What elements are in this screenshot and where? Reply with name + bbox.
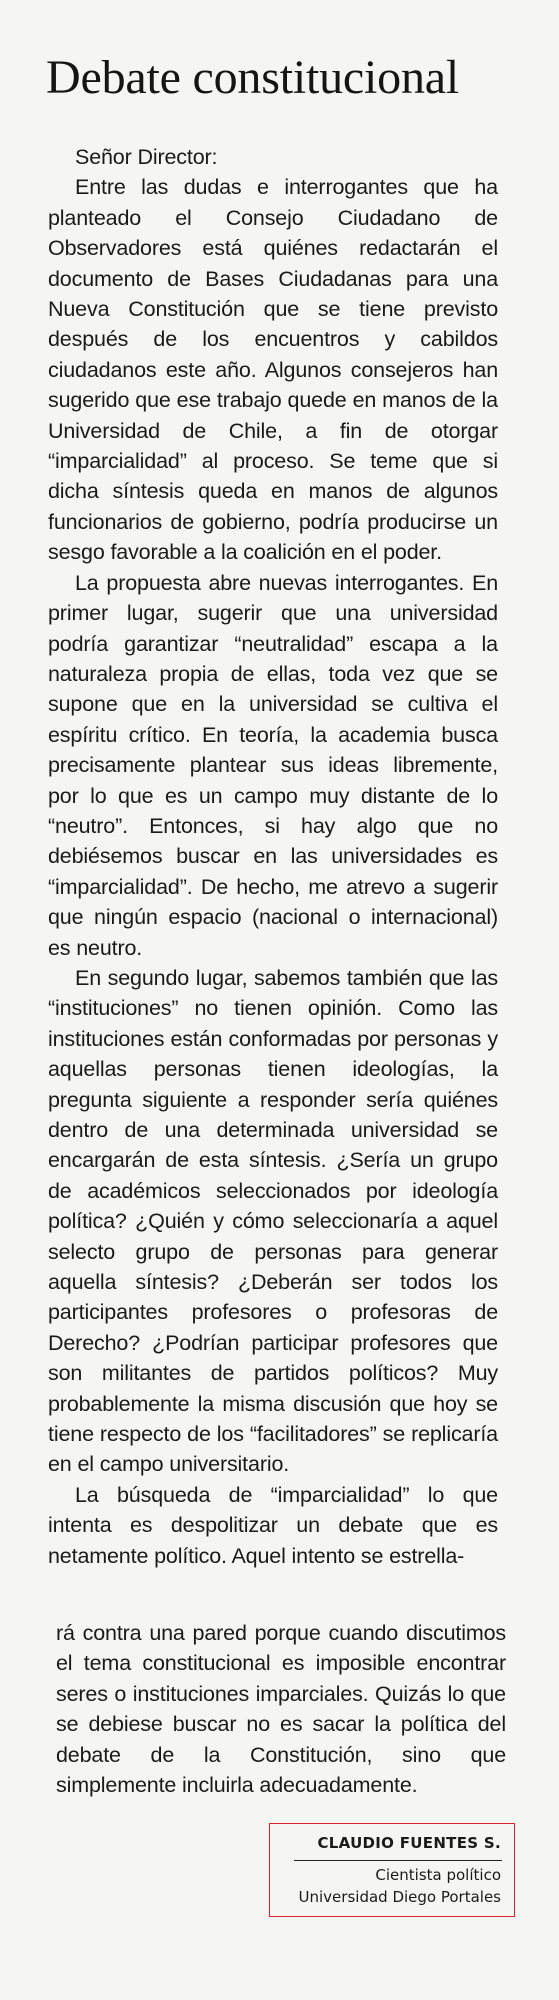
- body-paragraph: Entre las dudas e interrogantes que ha planteado el Consejo Ciudadano de Observadores está quiénes redactarán el documento de Bases Ciudadanas para una Nueva Constitución que se tiene previsto después de los encuentros y cabildos ciudadanos este año. Algunos consejeros han sugerido que ese trabajo quede en manos de la Universidad de Chile, a fin de otorgar “imparcialidad” al proceso. Se teme que si dicha síntesis queda en manos de algunos funcionarios de gobierno, podría producirse un sesgo favorable a la coalición en el poder.: [48, 175, 498, 565]
- signature-block: [269, 1823, 515, 1917]
- letter-title: Debate constitucional: [46, 51, 459, 104]
- author-role: Cientista político: [375, 1866, 501, 1884]
- author-affiliation: Universidad Diego Portales: [298, 1888, 501, 1906]
- body-paragraph: La propuesta abre nuevas interrogantes. En primer lugar, sugerir que una universidad podría garantizar “neutralidad” escapa a la naturaleza propia de ellas, toda vez que se supone que en la universidad se cultiva el espíritu crítico. En teoría, la academia busca precisamente plantear sus ideas libremente, por lo que es un campo muy distante de lo “neutro”. Entonces, si hay algo que no debiésemos buscar en las universidades es “imparcialidad”. De hecho, me atrevo a sugerir que ningún espacio (nacional o internacional) es neutro.: [48, 570, 498, 960]
- letter-body-bottom: [56, 1618, 506, 1800]
- body-paragraph: La búsqueda de “imparcialidad” lo que intenta es despolitizar un debate que es netamente político. Aquel intento se estrella-: [48, 1482, 498, 1568]
- salutation: Señor Director:: [75, 145, 218, 169]
- author-name: CLAUDIO FUENTES S.: [317, 1834, 501, 1852]
- letter-body-top: [48, 142, 498, 1571]
- body-paragraph: En segundo lugar, sabemos también que las “instituciones” no tienen opinión. Como las instituciones están conformadas por personas y aquellas personas tienen ideologías, la pregunta siguiente a responder sería quiénes dentro de una determinada universidad se encargarán de esta síntesis. ¿Sería un grupo de académicos seleccionados por ideología política? ¿Quién y cómo seleccionaría a aquel selecto grupo de personas para generar aquella síntesis? ¿Deberán ser todos los participantes profesores o profesoras de Derecho? ¿Podrían participar profesores que son militantes de partidos políticos? Muy probablemente la misma discusión que hoy se tiene respecto de los “facilitadores” se replicaría en el campo universitario.: [48, 965, 498, 1477]
- signature-divider: [294, 1860, 502, 1861]
- body-paragraph-continued: rá contra una pared porque cuando discutimos el tema constitucional es imposible encontrar seres o instituciones imparciales. Quizás lo que se debiese buscar no es sacar la política del debate de la Constitución, sino que simplemente incluirla adecuadamente.: [56, 1621, 506, 1798]
